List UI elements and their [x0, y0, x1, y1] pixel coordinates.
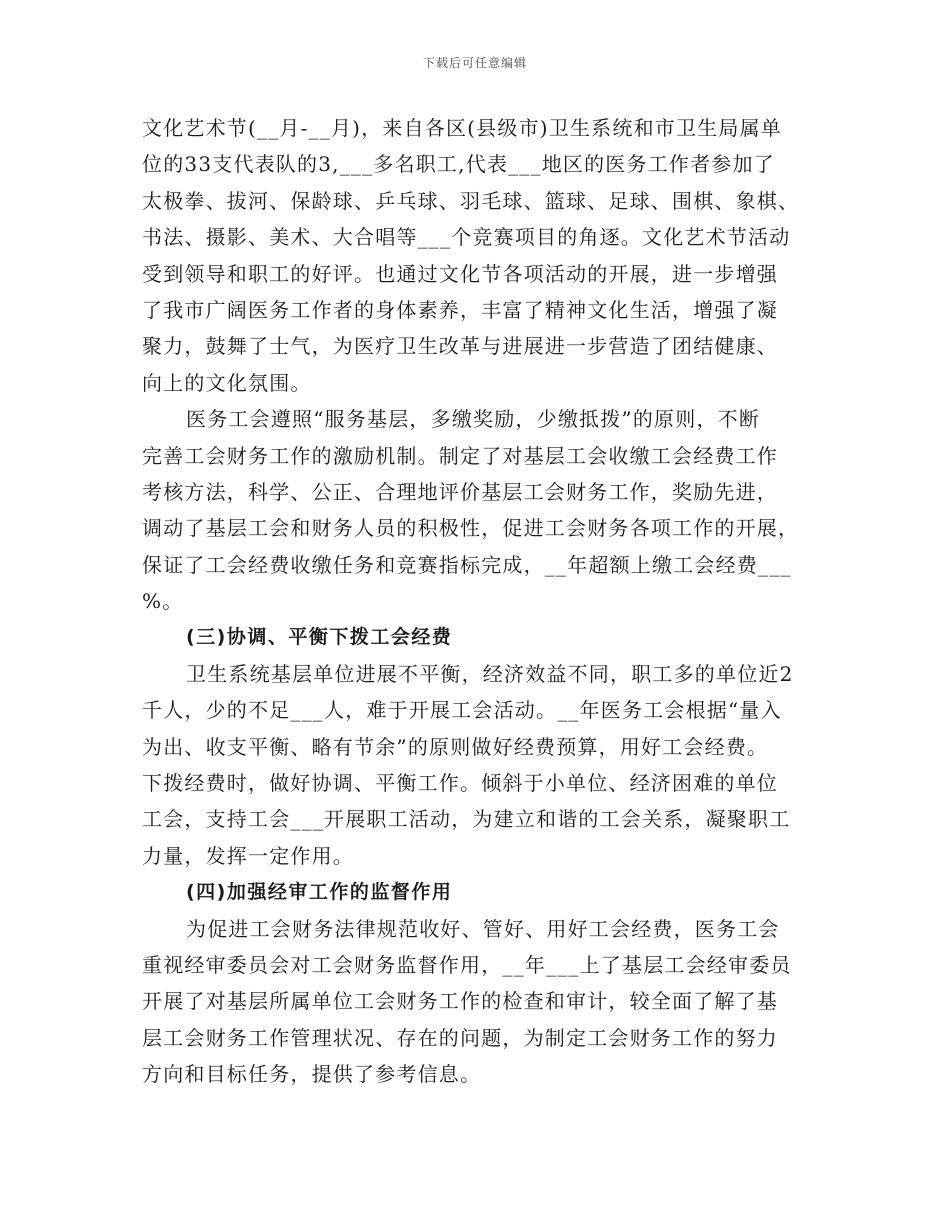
document-body [142, 110, 812, 1093]
text-line: 保证了工会经费收缴任务和竞赛指标完成，__年超额上缴工会经费___ [142, 552, 792, 577]
text-line: 重视经审委员会对工会财务监督作用，__年___上了基层工会经审委员 [142, 952, 792, 977]
text-line: 开展了对基层所属单位工会财务工作的检查和审计，较全面了解了基 [142, 989, 778, 1014]
text-line: 受到领导和职工的好评。也通过文化节各项活动的开展，进一步增强 [142, 261, 778, 286]
text-line: 层工会财务工作管理状况、存在的问题，为制定工会财务工作的努力 [142, 1025, 778, 1050]
paragraph-start-line: 医务工会遵照“服务基层，多缴奖励，少缴抵拨”的原则，不断 [186, 407, 761, 432]
text-line: 考核方法，科学、公正、合理地评价基层工会财务工作，奖励先进， [142, 479, 778, 504]
paragraph-start-line: 为促进工会财务法律规范收好、管好、用好工会经费，医务工会 [186, 916, 780, 941]
text-line: 千人，少的不足___人，难于开展工会活动。__年医务工会根据“量入 [142, 698, 782, 723]
section-heading-3: (三)协调、平衡下拨工会经费 [186, 626, 453, 649]
text-line: 书法、摄影、美术、大合唱等___个竞赛项目的角逐。文化艺术节活动 [142, 225, 791, 250]
text-line: 方向和目标任务，提供了参考信息。 [142, 1062, 482, 1087]
section-heading-4: (四)加强经审工作的监督作用 [186, 881, 453, 904]
text-line: 了我市广阔医务工作者的身体素养，丰富了精神文化生活，增强了凝 [142, 297, 778, 322]
paragraph-start-line: 卫生系统基层单位进展不平衡，经济效益不同，职工多的单位近2 [186, 661, 794, 686]
text-line: 文化艺术节(__月-__月)，来自各区(县级市)卫生系统和市卫生局属单 [142, 116, 782, 140]
text-line: 力量，发挥一定作用。 [142, 843, 354, 868]
text-line: 太极拳、拔河、保龄球、乒乓球、羽毛球、篮球、足球、围棋、象棋、 [142, 188, 800, 213]
text-line: %。 [142, 589, 184, 614]
text-line: 工会，支持工会___开展职工活动，为建立和谐的工会关系，凝聚职工 [142, 807, 791, 832]
text-line: 完善工会财务工作的激励机制。制定了对基层工会收缴工会经费工作 [142, 443, 778, 468]
page-header: 下载后可任意编辑 [422, 56, 527, 70]
text-line: 向上的文化氛围。 [142, 370, 312, 395]
text-line: 位的33支代表队的3,___多名职工,代表___地区的医务工作者参加了 [142, 152, 775, 177]
text-line: 调动了基层工会和财务人员的积极性，促进工会财务各项工作的开展， [142, 516, 800, 541]
text-line: 聚力，鼓舞了士气，为医疗卫生改革与进展进一步营造了团结健康、 [142, 334, 778, 359]
text-line: 为出、收支平衡、略有节余”的原则做好经费预算，用好工会经费。 [142, 734, 769, 759]
text-line: 下拨经费时，做好协调、平衡工作。倾斜于小单位、经济困难的单位 [142, 771, 778, 796]
